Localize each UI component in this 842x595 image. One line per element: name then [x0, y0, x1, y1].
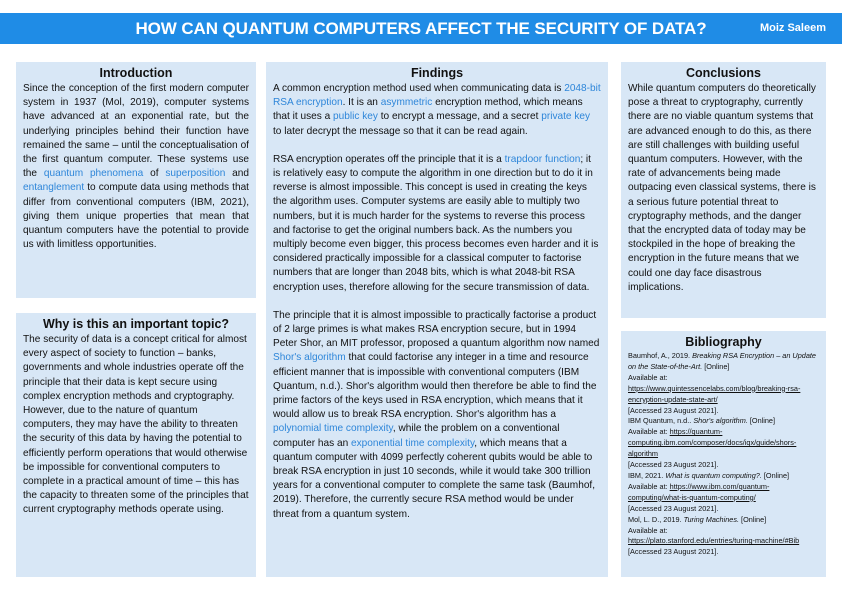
bibliography-link[interactable]: https://plato.stanford.edu/entries/turing-machine/#Bib — [628, 536, 800, 546]
term-shors-algorithm: Shor's algorithm — [273, 352, 346, 364]
term-2048-bit-rsa: 2048-bit RSA encryption — [273, 83, 601, 109]
poster-title: HOW CAN QUANTUM COMPUTERS AFFECT THE SECURITY OF DATA? — [135, 19, 707, 38]
bibliography-link[interactable]: https://www.ibm.com/quantum-computing/what-is-quantum-computing/ — [628, 481, 770, 502]
term-private-key: private key — [541, 111, 591, 123]
term-polynomial-time: polynomial time complexity — [273, 423, 393, 435]
title-banner — [0, 13, 842, 44]
term-asymmetric: asymmetric — [380, 97, 433, 109]
term-public-key: public key — [333, 111, 378, 123]
importance-panel — [16, 313, 256, 577]
findings-panel — [266, 62, 608, 577]
introduction-heading: Introduction — [99, 66, 173, 80]
findings-paragraph-2: RSA encryption operates off the principle that it is a trapdoor function; it is relatively easy to compute the algorithm in one direction but to do it in reverse is almost impossible. This concept is used in creating the keys the algorithm uses. Computer systems are easily able to multiply two numbers, but it is much harder for the systems to reverse this process and factorise to get the original numbers back. As the numbers you multiply become even bigger, this process becomes even harder and it is considered practically impossible for a classical computer to factorise numbers that are longer than 2048 bits, which is what 2048-bit RSA encryption uses, therefore allowing for the secure transmission of data. — [273, 153, 599, 293]
findings-heading: Findings — [410, 66, 464, 80]
introduction-text: Since the conception of the first modern computer system in 1937 (Mol, 2019), computer systems have advanced at an exponential rate, but the underlying principles behind their function have remained the same – until the conceptualisation of the first quantum computer. These systems use the quantum phenomena of superposition and entanglement to compute data using methods that differ from conventional computers (IBM, 2021), giving them unique properties that mean that quantum computers have the potential to provide us with limitless opportunities. — [23, 83, 250, 251]
term-quantum-phenomena: quantum phenomena — [43, 168, 144, 180]
conclusions-heading: Conclusions — [685, 66, 761, 80]
conclusions-panel — [621, 62, 826, 318]
bibliography-entry: IBM Quantum, n.d.. Shor's algorithm. [Online] Available at: https://quantum-computing.ibm.com/composer/docs/iqx/guide/shors-algorithm [Accessed 23 August 2021]. — [628, 416, 797, 470]
bibliography-link[interactable]: https://quantum-computing.ibm.com/composer/docs/iqx/guide/shors-algorithm — [628, 427, 797, 459]
introduction-panel — [16, 62, 256, 298]
bibliography-entry: Mol, L. D., 2019. Turing Machines. [Online] Available at: https://plato.stanford.edu/entries/turing-machine/#Bib [Accessed 23 August 2021]. — [628, 514, 800, 557]
term-exponential-time: exponential time complexity — [351, 437, 475, 449]
term-entanglement: entanglement — [23, 182, 85, 194]
bibliography-list — [628, 351, 819, 558]
importance-text: The security of data is a concept critical for almost every aspect of society to function – banks, governments and whole industries operate off the principle that their data is kept secure using complex encryption methods and cryptography. However, due to the nature of quantum computers, they may have the ability to threaten the security of this data by having the potential to efficiently perform operations that would otherwise be impossible for conventional computers to complete in a practical amount of time – this has the capacity to threaten some of the principles that current cryptography methods operate using. — [23, 334, 249, 516]
term-trapdoor-function: trapdoor function — [504, 153, 581, 165]
author-name: Moiz Saleem — [759, 22, 826, 34]
findings-paragraph-3: The principle that it is almost impossible to practically factorise a product of 2 large primes is what makes RSA encryption secure, but in 1994 Peter Shor, an MIT professor, proposed a quantum algorithm now named Shor's algorithm that could factorise any integer in a time and resource efficient manner that is impossible with conventional computers (IBM Quantum, n.d.). Shor's algorithm would then therefore be able to find the prime factors of the keys used in RSA encryption, which means that it would allow us to break RSA encryption. Shor's algorithm has a polynomial time complexity, while the problem on a conventional computer has an exponential time complexity, which means that a quantum computer with 4099 perfectly coherent qubits would be able to break RSA encryption in just 10 seconds, while it would take 300 trillion years for a conventional computer to complete the same task (Baumhof, 2019). Therefore, the currently secure RSA method would be under threat from a quantum system. — [273, 309, 600, 520]
bibliography-panel — [621, 331, 826, 577]
bibliography-heading: Bibliography — [685, 335, 762, 349]
findings-paragraph-1: A common encryption method used when communicating data is 2048-bit RSA encryption. It is an asymmetric encryption method, which means that it uses a public key to encrypt a message, and a secret private key to later decrypt the message so that it can be read again. — [273, 83, 601, 137]
bibliography-entry: IBM, 2021. What is quantum computing?. [Online] Available at: https://www.ibm.com/quantum-computing/what-is-quantum-computing/ [Accessed 23 August 2021]. — [628, 470, 790, 513]
term-superposition: superposition — [165, 168, 226, 180]
conclusions-text: While quantum computers do theoretically pose a threat to cryptography, currently there are no viable quantum systems that are advanced enough to do this, as there are still challenges with building useful quantum computers. However, with the rate of advancements being made outpacing even classical systems, there is a serious future potential threat to cryptography methods, and the danger that the encrypted data of today may be stockpiled in the hope of breaking the encryption in the future means that we could one day face disastrous implications. — [628, 83, 816, 293]
bibliography-entry: Baumhof, A., 2019. Breaking RSA Encryption – an Update on the State-of-the-Art. [Online] Available at: https://www.quintessencelabs.com/blog/breaking-rsa-encryption-update-state-art/ [Accessed 23 August 2021]. — [628, 351, 816, 415]
bibliography-link[interactable]: https://www.quintessencelabs.com/blog/breaking-rsa-encryption-update-state-art/ — [628, 383, 801, 404]
importance-heading: Why is this an important topic? — [42, 317, 230, 331]
